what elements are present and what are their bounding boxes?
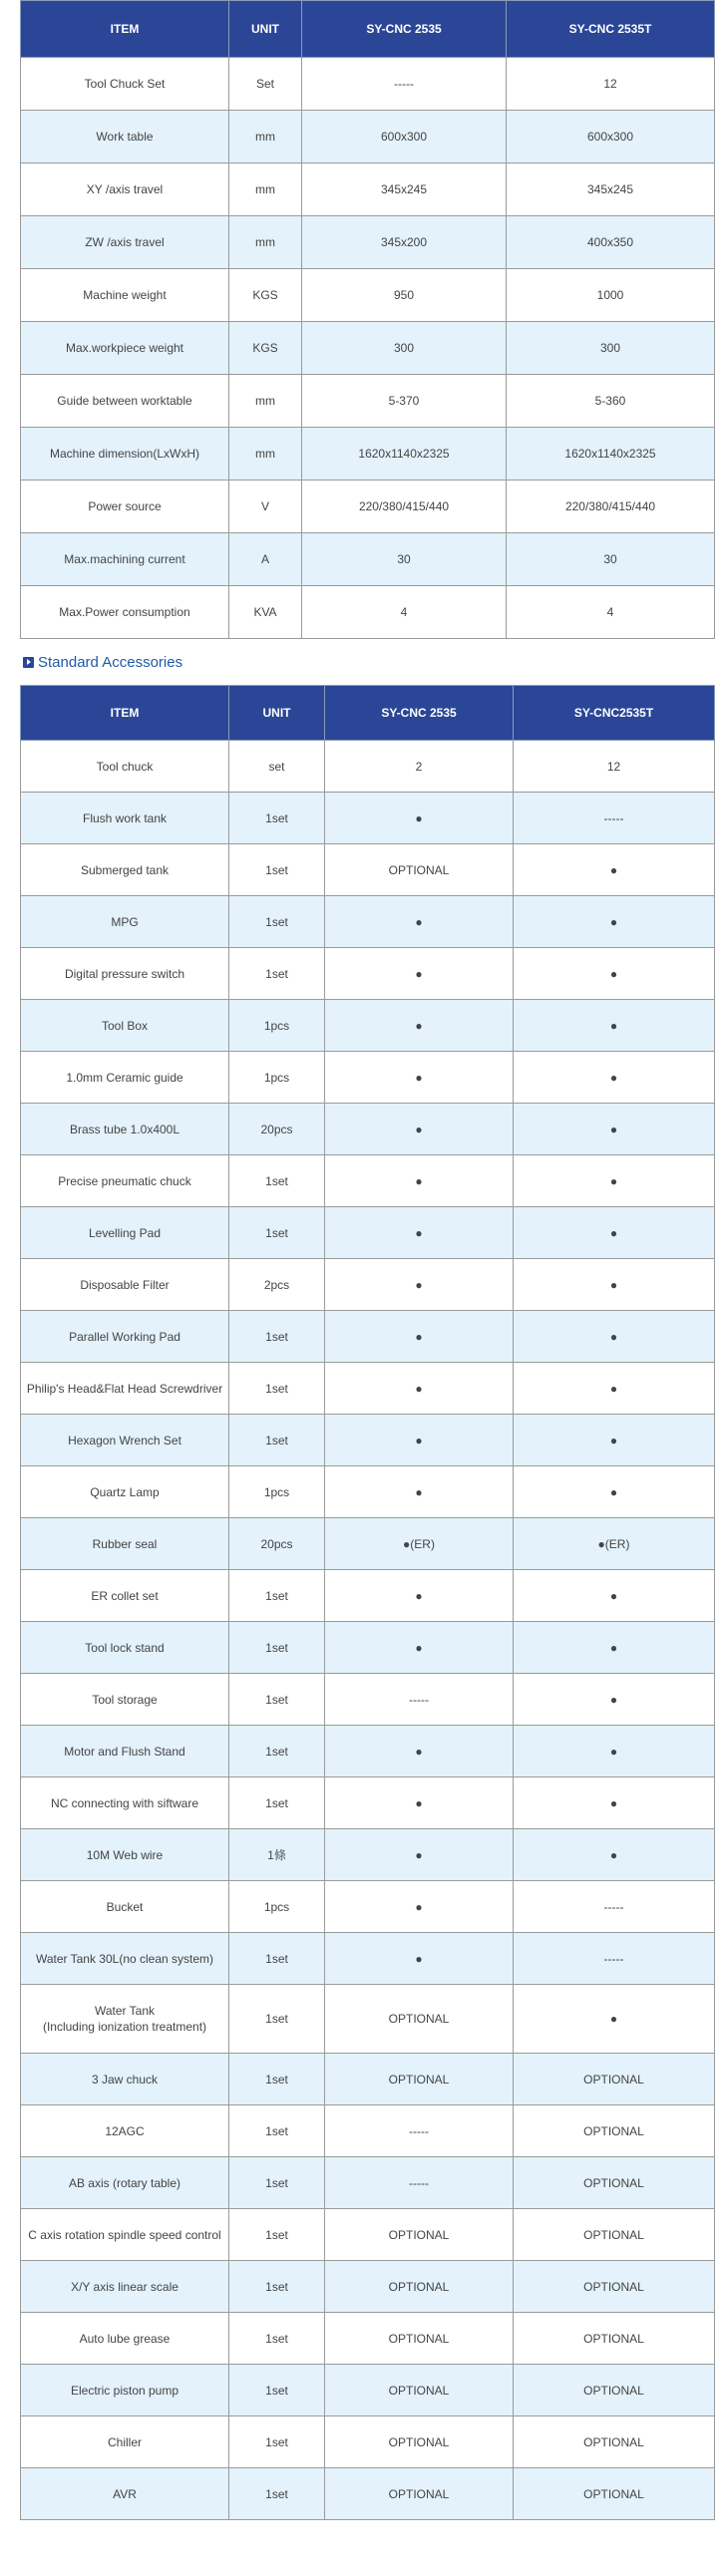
accessories-cell-model-1: OPTIONAL [325, 844, 514, 896]
accessories-cell-item: 10M Web wire [21, 1829, 229, 1881]
accessories-cell-item: C axis rotation spindle speed control [21, 2209, 229, 2261]
accessories-row [21, 1622, 715, 1674]
spec-cell-unit: KVA [229, 586, 302, 639]
accessories-cell-model-2: ● [514, 1829, 715, 1881]
accessories-cell-unit: 1set [229, 1726, 325, 1777]
accessories-row [21, 1777, 715, 1829]
accessories-cell-unit: 1set [229, 1207, 325, 1259]
accessories-cell-unit: 1set [229, 2468, 325, 2520]
spec-cell-item: Tool Chuck Set [21, 58, 229, 111]
spec-cell-model-1: 345x245 [302, 163, 507, 216]
accessories-row [21, 1311, 715, 1363]
spec-row [21, 322, 715, 375]
spec-row [21, 481, 715, 533]
accessories-row [21, 2365, 715, 2416]
spec-row [21, 428, 715, 481]
accessories-cell-unit: 1pcs [229, 1052, 325, 1104]
accessories-cell-model-1: 2 [325, 741, 514, 793]
accessories-cell-item: Water Tank 30L(no clean system) [21, 1933, 229, 1985]
spec-cell-model-1: ----- [302, 58, 507, 111]
accessories-cell-model-2: ● [514, 1363, 715, 1415]
spec-header-row [21, 1, 715, 58]
spec-cell-item: ZW /axis travel [21, 216, 229, 269]
spec-cell-item: Machine weight [21, 269, 229, 322]
accessories-cell-model-1: ----- [325, 2157, 514, 2209]
arrow-right-icon [23, 657, 34, 668]
accessories-row [21, 793, 715, 844]
spec-cell-model-1: 5-370 [302, 375, 507, 428]
accessories-cell-model-1: ----- [325, 2105, 514, 2157]
accessories-cell-unit: 1set [229, 2105, 325, 2157]
accessories-cell-item: Auto lube grease [21, 2313, 229, 2365]
accessories-cell-model-1: ● [325, 1570, 514, 1622]
accessories-row [21, 1829, 715, 1881]
spec-row [21, 586, 715, 639]
accessories-cell-item: Flush work tank [21, 793, 229, 844]
accessories-cell-item: Tool storage [21, 1674, 229, 1726]
accessories-cell-unit: 1set [229, 1622, 325, 1674]
accessories-cell-item: Disposable Filter [21, 1259, 229, 1311]
spec-cell-model-2: 600x300 [507, 111, 715, 163]
accessories-cell-model-2: ● [514, 1674, 715, 1726]
accessories-cell-item: Tool lock stand [21, 1622, 229, 1674]
accessories-cell-model-2: OPTIONAL [514, 2365, 715, 2416]
spec-header-model-2: SY-CNC 2535T [507, 1, 715, 58]
accessories-cell-item: Tool chuck [21, 741, 229, 793]
accessories-cell-model-2: ● [514, 1155, 715, 1207]
accessories-cell-item: MPG [21, 896, 229, 948]
accessories-cell-model-2: ● [514, 1052, 715, 1104]
spec-cell-model-1: 300 [302, 322, 507, 375]
spec-cell-model-2: 12 [507, 58, 715, 111]
accessories-row [21, 844, 715, 896]
accessories-row [21, 1933, 715, 1985]
spec-row [21, 58, 715, 111]
accessories-cell-item: Philip's Head&Flat Head Screwdriver [21, 1363, 229, 1415]
accessories-row [21, 1881, 715, 1933]
accessories-cell-item: Precise pneumatic chuck [21, 1155, 229, 1207]
spec-cell-model-2: 1000 [507, 269, 715, 322]
accessories-cell-unit: 1pcs [229, 1881, 325, 1933]
accessories-cell-item: 12AGC [21, 2105, 229, 2157]
accessories-cell-model-2: OPTIONAL [514, 2054, 715, 2105]
accessories-cell-item: Tool Box [21, 1000, 229, 1052]
accessories-cell-model-2: ● [514, 1311, 715, 1363]
accessories-cell-model-2: ● [514, 1415, 715, 1466]
accessories-cell-model-2: ● [514, 1622, 715, 1674]
accessories-cell-model-1: ● [325, 1881, 514, 1933]
accessories-cell-unit: 1pcs [229, 1000, 325, 1052]
spec-cell-item: Work table [21, 111, 229, 163]
spec-cell-unit: A [229, 533, 302, 586]
accessories-cell-item: Parallel Working Pad [21, 1311, 229, 1363]
spec-cell-model-2: 345x245 [507, 163, 715, 216]
accessories-cell-model-1: OPTIONAL [325, 2054, 514, 2105]
accessories-cell-unit: 1set [229, 1363, 325, 1415]
accessories-cell-unit: 1set [229, 2261, 325, 2313]
accessories-cell-item: Digital pressure switch [21, 948, 229, 1000]
accessories-cell-model-1: ●(ER) [325, 1518, 514, 1570]
accessories-cell-unit: 1set [229, 2313, 325, 2365]
accessories-cell-model-1: ● [325, 1311, 514, 1363]
accessories-row [21, 2105, 715, 2157]
accessories-cell-model-2: 12 [514, 741, 715, 793]
spec-cell-model-1: 220/380/415/440 [302, 481, 507, 533]
accessories-cell-unit: 1條 [229, 1829, 325, 1881]
accessories-cell-unit: 1set [229, 1674, 325, 1726]
accessories-cell-model-1: ● [325, 896, 514, 948]
accessories-cell-model-2: ● [514, 1466, 715, 1518]
accessories-cell-model-2: ● [514, 1777, 715, 1829]
accessories-cell-unit: set [229, 741, 325, 793]
accessories-cell-unit: 1set [229, 844, 325, 896]
accessories-row [21, 741, 715, 793]
accessories-row [21, 896, 715, 948]
spec-cell-model-1: 600x300 [302, 111, 507, 163]
accessories-cell-item: Water Tank (Including ionization treatment) [21, 1985, 229, 2054]
spec-cell-unit: mm [229, 163, 302, 216]
accessories-cell-model-1: ● [325, 1415, 514, 1466]
accessories-cell-model-2: OPTIONAL [514, 2157, 715, 2209]
accessories-row [21, 1726, 715, 1777]
accessories-cell-model-2: OPTIONAL [514, 2209, 715, 2261]
accessories-cell-model-1: ● [325, 793, 514, 844]
accessories-cell-model-2: ●(ER) [514, 1518, 715, 1570]
spec-cell-model-2: 220/380/415/440 [507, 481, 715, 533]
spec-cell-item: Power source [21, 481, 229, 533]
accessories-cell-model-2: OPTIONAL [514, 2416, 715, 2468]
accessories-cell-unit: 1set [229, 1155, 325, 1207]
accessories-row [21, 2416, 715, 2468]
spec-cell-model-1: 4 [302, 586, 507, 639]
accessories-row [21, 1104, 715, 1155]
accessories-cell-item: Submerged tank [21, 844, 229, 896]
accessories-cell-model-2: OPTIONAL [514, 2261, 715, 2313]
accessories-cell-model-2: ----- [514, 1881, 715, 1933]
accessories-cell-model-2: OPTIONAL [514, 2105, 715, 2157]
accessories-cell-model-1: ● [325, 1777, 514, 1829]
accessories-cell-model-1: OPTIONAL [325, 2365, 514, 2416]
spec-cell-unit: mm [229, 111, 302, 163]
accessories-row [21, 1363, 715, 1415]
section-title: Standard Accessories [38, 653, 183, 671]
spec-row [21, 163, 715, 216]
spec-cell-item: Max.workpiece weight [21, 322, 229, 375]
accessories-cell-unit: 2pcs [229, 1259, 325, 1311]
spec-cell-unit: V [229, 481, 302, 533]
spec-header-unit: UNIT [229, 1, 302, 58]
accessories-cell-unit: 1set [229, 2157, 325, 2209]
accessories-cell-item: ER collet set [21, 1570, 229, 1622]
accessories-row [21, 1674, 715, 1726]
spec-cell-model-2: 300 [507, 322, 715, 375]
accessories-header-model-1: SY-CNC 2535 [325, 686, 514, 741]
spec-cell-unit: KGS [229, 322, 302, 375]
accessories-cell-model-2: OPTIONAL [514, 2468, 715, 2520]
accessories-cell-model-1: ● [325, 1363, 514, 1415]
spec-header-model-1: SY-CNC 2535 [302, 1, 507, 58]
spec-row [21, 269, 715, 322]
accessories-header-item: ITEM [21, 686, 229, 741]
accessories-cell-model-2: ● [514, 844, 715, 896]
accessories-cell-unit: 20pcs [229, 1518, 325, 1570]
accessories-cell-item: Levelling Pad [21, 1207, 229, 1259]
accessories-cell-unit: 1pcs [229, 1466, 325, 1518]
accessories-cell-item: AVR [21, 2468, 229, 2520]
accessories-row [21, 2209, 715, 2261]
accessories-cell-item: Hexagon Wrench Set [21, 1415, 229, 1466]
spec-cell-model-2: 400x350 [507, 216, 715, 269]
accessories-row [21, 1415, 715, 1466]
accessories-cell-item: NC connecting with siftware [21, 1777, 229, 1829]
spec-cell-unit: mm [229, 428, 302, 481]
accessories-cell-unit: 1set [229, 1570, 325, 1622]
accessories-row [21, 1155, 715, 1207]
accessories-cell-model-2: ● [514, 896, 715, 948]
spec-cell-unit: KGS [229, 269, 302, 322]
accessories-cell-item: 1.0mm Ceramic guide [21, 1052, 229, 1104]
accessories-cell-model-1: ● [325, 1155, 514, 1207]
accessories-cell-item: Quartz Lamp [21, 1466, 229, 1518]
accessories-cell-unit: 1set [229, 896, 325, 948]
accessories-cell-model-1: ● [325, 1933, 514, 1985]
spec-row [21, 375, 715, 428]
accessories-header-row [21, 686, 715, 741]
accessories-row [21, 2313, 715, 2365]
accessories-cell-model-2: ● [514, 1570, 715, 1622]
accessories-cell-model-1: ● [325, 1622, 514, 1674]
accessories-cell-item: Motor and Flush Stand [21, 1726, 229, 1777]
accessories-cell-item: 3 Jaw chuck [21, 2054, 229, 2105]
spec-cell-model-1: 30 [302, 533, 507, 586]
accessories-row [21, 1570, 715, 1622]
spec-cell-model-1: 1620x1140x2325 [302, 428, 507, 481]
accessories-cell-model-1: OPTIONAL [325, 2416, 514, 2468]
spec-header-item: ITEM [21, 1, 229, 58]
accessories-cell-unit: 1set [229, 1311, 325, 1363]
accessories-row [21, 1518, 715, 1570]
accessories-row [21, 1985, 715, 2054]
accessories-cell-model-1: ● [325, 1829, 514, 1881]
accessories-table [20, 685, 715, 2520]
accessories-cell-item: X/Y axis linear scale [21, 2261, 229, 2313]
accessories-header-model-2: SY-CNC2535T [514, 686, 715, 741]
spec-cell-model-2: 30 [507, 533, 715, 586]
accessories-cell-model-2: ● [514, 1726, 715, 1777]
accessories-cell-model-1: OPTIONAL [325, 2468, 514, 2520]
spec-cell-model-1: 345x200 [302, 216, 507, 269]
accessories-cell-unit: 1set [229, 948, 325, 1000]
spec-cell-unit: mm [229, 216, 302, 269]
accessories-row [21, 1207, 715, 1259]
accessories-cell-unit: 1set [229, 2209, 325, 2261]
accessories-cell-model-2: ----- [514, 793, 715, 844]
spec-cell-unit: mm [229, 375, 302, 428]
accessories-cell-item: Electric piston pump [21, 2365, 229, 2416]
section-heading [23, 639, 714, 685]
accessories-cell-unit: 1set [229, 1415, 325, 1466]
accessories-cell-model-2: ● [514, 1985, 715, 2054]
accessories-row [21, 2157, 715, 2209]
accessories-cell-unit: 1set [229, 2365, 325, 2416]
spec-row [21, 216, 715, 269]
accessories-cell-unit: 1set [229, 793, 325, 844]
accessories-row [21, 2468, 715, 2520]
accessories-cell-model-1: ● [325, 1052, 514, 1104]
accessories-cell-unit: 1set [229, 1777, 325, 1829]
accessories-cell-unit: 1set [229, 2054, 325, 2105]
accessories-cell-item: Bucket [21, 1881, 229, 1933]
accessories-cell-item: Chiller [21, 2416, 229, 2468]
spec-cell-item: Machine dimension(LxWxH) [21, 428, 229, 481]
accessories-cell-model-1: ● [325, 1207, 514, 1259]
specifications-table [20, 0, 715, 639]
accessories-cell-model-1: ● [325, 1104, 514, 1155]
accessories-cell-model-1: ● [325, 948, 514, 1000]
accessories-cell-model-1: OPTIONAL [325, 2261, 514, 2313]
accessories-cell-model-2: ● [514, 1000, 715, 1052]
accessories-cell-model-2: ● [514, 1207, 715, 1259]
spec-cell-item: XY /axis travel [21, 163, 229, 216]
accessories-cell-unit: 1set [229, 1985, 325, 2054]
accessories-cell-unit: 20pcs [229, 1104, 325, 1155]
accessories-row [21, 1000, 715, 1052]
accessories-row [21, 1466, 715, 1518]
accessories-cell-model-1: ● [325, 1000, 514, 1052]
accessories-cell-item: AB axis (rotary table) [21, 2157, 229, 2209]
accessories-cell-unit: 1set [229, 2416, 325, 2468]
spec-cell-model-2: 4 [507, 586, 715, 639]
accessories-cell-item: Brass tube 1.0x400L [21, 1104, 229, 1155]
accessories-cell-model-2: ----- [514, 1933, 715, 1985]
spec-cell-model-1: 950 [302, 269, 507, 322]
accessories-row [21, 1052, 715, 1104]
accessories-header-unit: UNIT [229, 686, 325, 741]
accessories-row [21, 2261, 715, 2313]
accessories-cell-unit: 1set [229, 1933, 325, 1985]
accessories-cell-model-2: ● [514, 948, 715, 1000]
accessories-cell-model-1: ----- [325, 1674, 514, 1726]
accessories-cell-model-1: ● [325, 1259, 514, 1311]
spec-cell-item: Max.Power consumption [21, 586, 229, 639]
accessories-cell-model-2: ● [514, 1259, 715, 1311]
accessories-row [21, 948, 715, 1000]
accessories-cell-model-1: ● [325, 1466, 514, 1518]
accessories-cell-model-2: OPTIONAL [514, 2313, 715, 2365]
accessories-cell-model-1: OPTIONAL [325, 2209, 514, 2261]
spec-row [21, 111, 715, 163]
accessories-row [21, 2054, 715, 2105]
spec-cell-item: Guide between worktable [21, 375, 229, 428]
spec-cell-model-2: 5-360 [507, 375, 715, 428]
accessories-cell-item: Rubber seal [21, 1518, 229, 1570]
accessories-cell-model-2: ● [514, 1104, 715, 1155]
spec-cell-model-2: 1620x1140x2325 [507, 428, 715, 481]
accessories-row [21, 1259, 715, 1311]
spec-cell-item: Max.machining current [21, 533, 229, 586]
accessories-cell-model-1: OPTIONAL [325, 2313, 514, 2365]
accessories-cell-model-1: ● [325, 1726, 514, 1777]
accessories-cell-model-1: OPTIONAL [325, 1985, 514, 2054]
spec-cell-unit: Set [229, 58, 302, 111]
spec-row [21, 533, 715, 586]
